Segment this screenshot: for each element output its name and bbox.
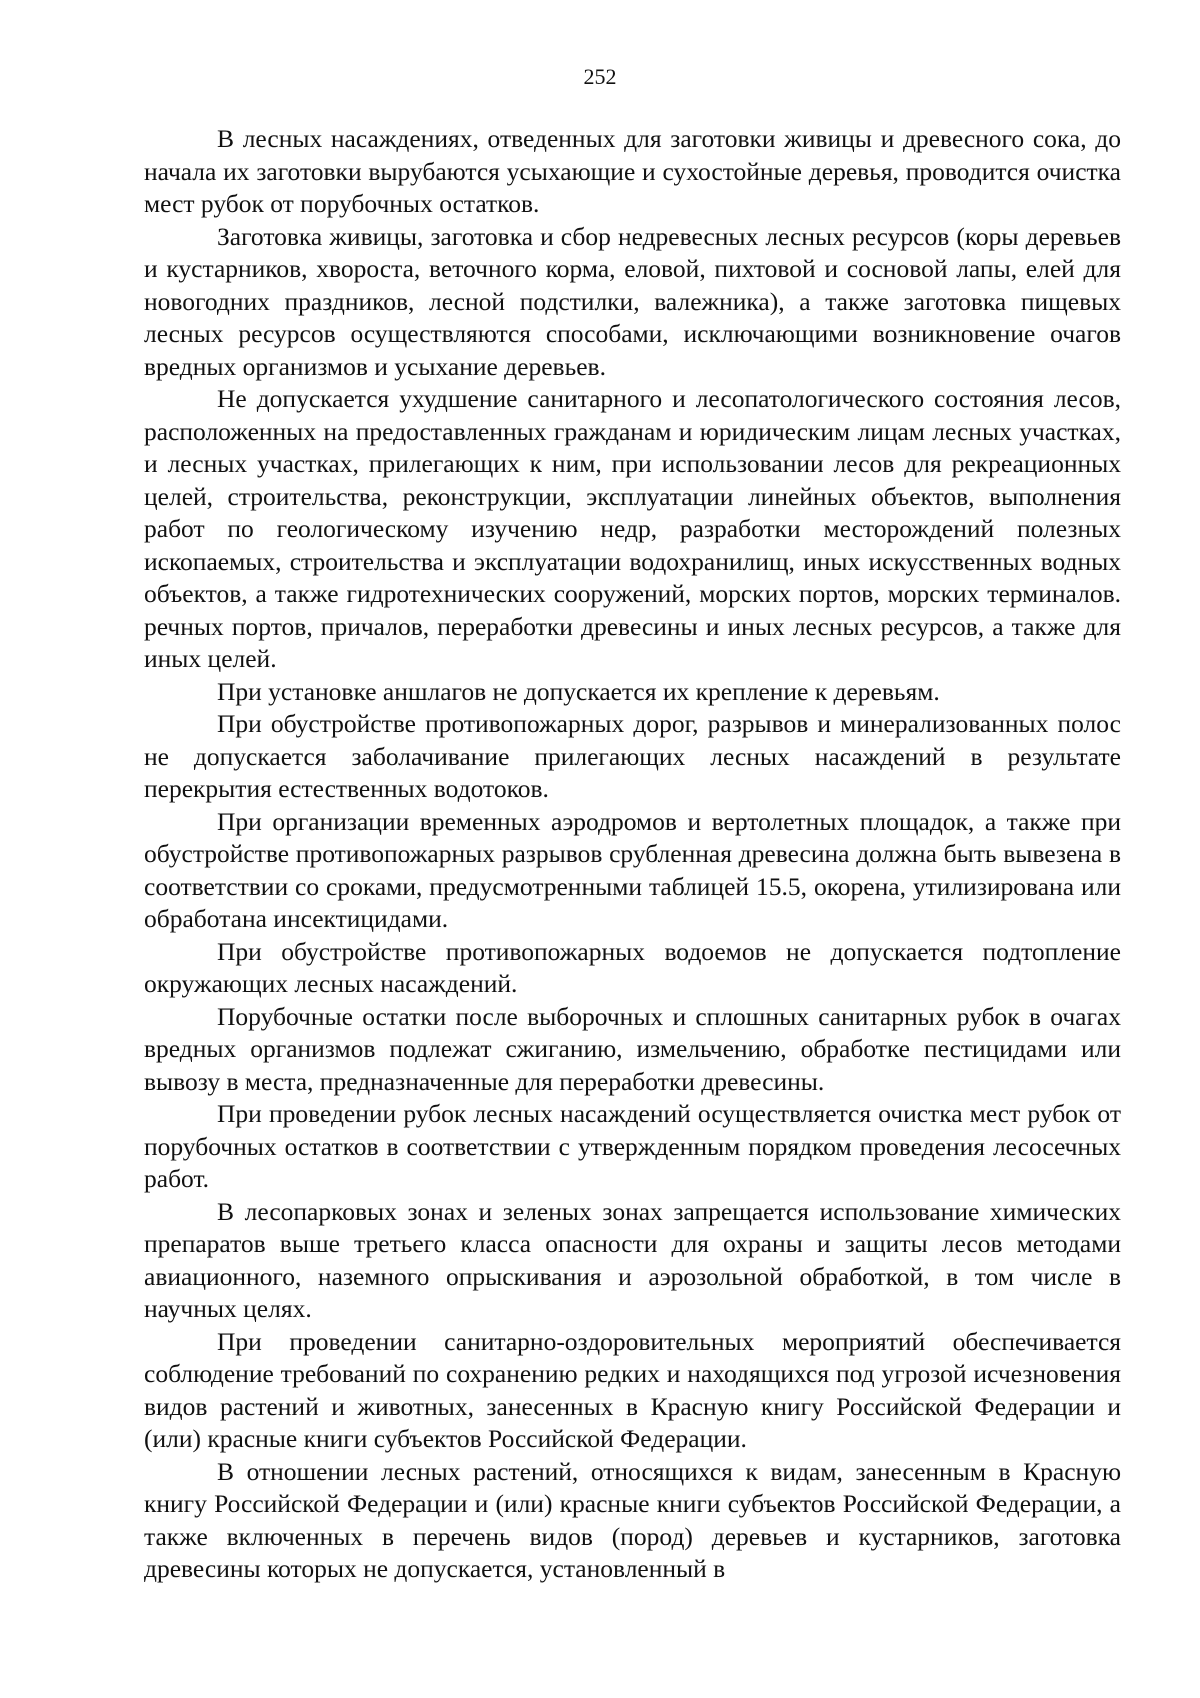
paragraph-4: При установке аншлагов не допускается их крепление к деревьям. <box>217 676 940 706</box>
paragraph-7: При обустройстве противопожарных водоемов не допускается подтопление окружающих лесных насаждений. <box>144 936 1121 998</box>
paragraph-9: При проведении рубок лесных насаждений осуществляется очистка мест рубок от порубочных остатков в соответствии с утвержденным порядком проведения лесосечных работ. <box>144 1099 1121 1193</box>
page-number: 252 <box>583 64 617 89</box>
paragraph-12: В отношении лесных растений, относящихся к видам, занесенным в Красную книгу Российской Федерации и (или) красные книги субъектов Российской Федерации, а также включенных в перечень видов (пород) деревьев и кустарников, заготовка древесины которых не допускается, установленный в <box>144 1456 1121 1583</box>
paragraph-2: Заготовка живицы, заготовка и сбор недревесных лесных ресурсов (коры деревьев и кустарников, хвороста, веточного корма, еловой, пихтовой и сосновой лапы, елей для новогодних праздников, лесной подстилки, валежника), а также заготовка пищевых лесных ресурсов осуществляются способами, исключающими возникновение очагов вредных организмов и усыхание деревьев. <box>144 221 1121 381</box>
paragraph-6: При организации временных аэродромов и вертолетных площадок, а также при обустройстве противопожарных разрывов срубленная древесина должна быть вывезена в соответствии со сроками, предусмотренными таблицей 15.5, окорена, утилизирована или обработана инсектицидами. <box>144 806 1121 933</box>
paragraph-1: В лесных насаждениях, отведенных для заготовки живицы и древесного сока, до начала их заготовки вырубаются усыхающие и сухостойные деревья, проводится очистка мест рубок от порубочных остатков. <box>144 124 1121 218</box>
paragraph-10: В лесопарковых зонах и зеленых зонах запрещается использование химических препаратов выше третьего класса опасности для охраны и защиты лесов методами авиационного, наземного опрыскивания и аэрозольной обработкой, в том числе в научных целях. <box>144 1196 1121 1323</box>
document-body <box>144 123 1121 1586</box>
paragraph-8: Порубочные остатки после выборочных и сплошных санитарных рубок в очагах вредных организмов подлежат сжиганию, измельчению, обработке пестицидами или вывозу в места, предназначенные для переработки древесины. <box>144 1001 1121 1096</box>
paragraph-3: Не допускается ухудшение санитарного и лесопатологического состояния лесов, расположенных на предоставленных гражданам и юридическим лицам лесных участках, и лесных участках, прилегающих к ним, при использовании лесов для рекреационных целей, строительства, реконструкции, эксплуатации линейных объектов, выполнения работ по геологическому изучению недр, разработки месторождений полезных ископаемых, строительства и эксплуатации водохранилищ, иных искусственных водных объектов, а также гидротехнических сооружений, морских портов, морских терминалов. речных портов, причалов, переработки древесины и иных лесных ресурсов, а также для иных целей. <box>144 384 1121 673</box>
paragraph-5: При обустройстве противопожарных дорог, разрывов и минерализованных полос не допускается заболачивание прилегающих лесных насаждений в результате перекрытия естественных водотоков. <box>144 709 1121 803</box>
paragraph-11: При проведении санитарно-оздоровительных мероприятий обеспечивается соблюдение требований по сохранению редких и находящихся под угрозой исчезновения видов растений и животных, занесенных в Красную книгу Российской Федерации и (или) красные книги субъектов Российской Федерации. <box>144 1326 1121 1453</box>
